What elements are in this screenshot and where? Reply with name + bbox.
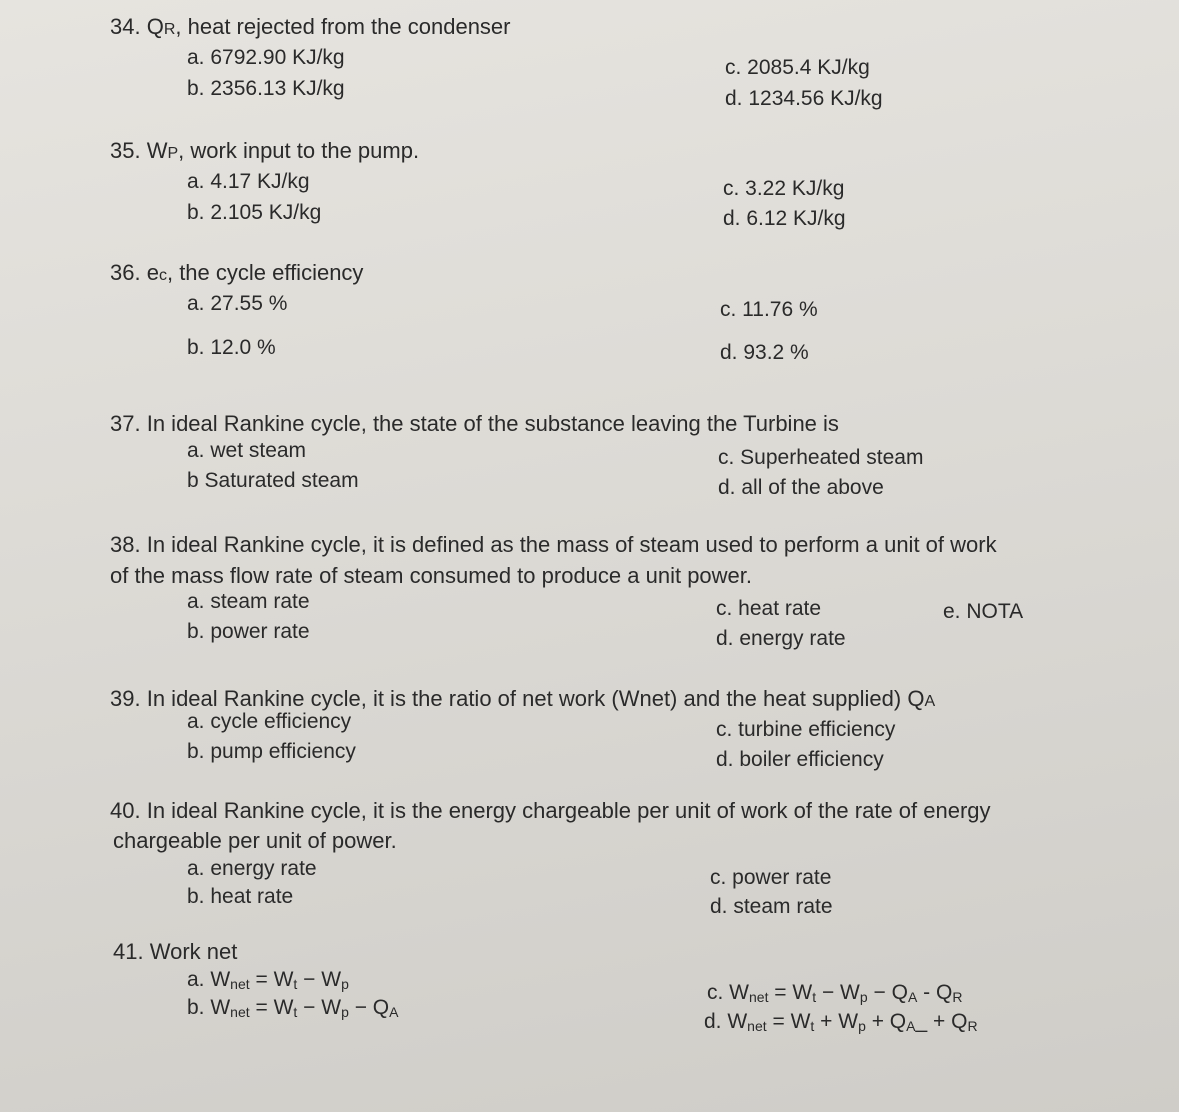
- question-41: [113, 937, 237, 967]
- option-c: c. power rate: [710, 866, 832, 889]
- question-number: 39.: [110, 686, 141, 711]
- option-b: b. 12.0 %: [187, 336, 276, 359]
- formula-part: − Q: [867, 981, 908, 1004]
- formula-sub: R: [952, 989, 963, 1005]
- question-text-sub: A: [924, 693, 936, 710]
- option-b: b. 2.105 KJ/kg: [187, 201, 322, 224]
- option-d: [704, 1008, 978, 1040]
- formula-sub: p: [859, 989, 868, 1005]
- option-a: a. energy rate: [187, 857, 317, 880]
- question-text: Work net: [149, 939, 238, 964]
- question-symbol-sub: c: [158, 267, 167, 284]
- formula-part: + W: [814, 1010, 859, 1033]
- option-a: a. 27.55 %: [187, 292, 288, 315]
- formula-part: = W: [766, 1010, 811, 1033]
- formula-part: = W: [249, 996, 294, 1019]
- question-text-line2: chargeable per unit of power.: [113, 828, 397, 853]
- question-38: [110, 530, 997, 560]
- formula-part: = W: [249, 968, 294, 991]
- question-text: , heat rejected from the condenser: [175, 14, 511, 39]
- formula-sub: A: [389, 1004, 399, 1020]
- option-a: a. cycle efficiency: [187, 710, 352, 733]
- option-d: d. energy rate: [716, 627, 846, 650]
- option-c: c. turbine efficiency: [716, 718, 896, 741]
- question-34: [110, 12, 511, 45]
- formula-part: = W: [768, 981, 813, 1004]
- option-d: d. 93.2 %: [720, 341, 809, 364]
- formula-sub: A: [906, 1018, 916, 1034]
- question-symbol-sub: P: [167, 145, 179, 162]
- option-c: c. 11.76 %: [720, 298, 818, 321]
- formula-sub: net: [749, 989, 769, 1005]
- question-number: 37.: [110, 411, 141, 436]
- formula-sub: net: [230, 1004, 250, 1020]
- question-text: , work input to the pump.: [178, 138, 420, 163]
- option-d: d. 6.12 KJ/kg: [723, 207, 846, 230]
- option-a: a. 6792.90 KJ/kg: [187, 46, 345, 69]
- option-a: a. wet steam: [187, 439, 307, 462]
- question-number: 41.: [113, 939, 144, 964]
- option-b: b. 2356.13 KJ/kg: [187, 77, 345, 100]
- formula-sub: p: [341, 976, 349, 992]
- option-c: c. Superheated steam: [718, 446, 924, 469]
- formula-sub: t: [293, 976, 298, 992]
- option-c: [707, 979, 962, 1011]
- question-symbol: e: [146, 260, 159, 285]
- option-c: c. heat rate: [716, 597, 822, 620]
- formula-part: - Q: [917, 981, 953, 1004]
- option-d: d. 1234.56 KJ/kg: [725, 87, 883, 110]
- question-symbol: W: [146, 138, 168, 163]
- question-text-line2: of the mass flow rate of steam consumed to produce a unit power.: [110, 563, 753, 588]
- option-c: c. 2085.4 KJ/kg: [725, 56, 870, 79]
- question-40-continued: [113, 826, 397, 856]
- formula-part: b. W: [187, 996, 231, 1019]
- formula-sub: t: [810, 1018, 815, 1034]
- option-a: a. 4.17 KJ/kg: [187, 170, 310, 193]
- question-36: [110, 258, 363, 291]
- formula-part: d. W: [704, 1010, 748, 1033]
- question-symbol-sub: R: [163, 21, 176, 38]
- option-d: d. steam rate: [710, 895, 833, 918]
- option-b: b. pump efficiency: [187, 740, 356, 763]
- question-38-continued: [110, 561, 752, 591]
- question-text: , the cycle efficiency: [166, 260, 364, 285]
- option-a: a. steam rate: [187, 590, 310, 613]
- question-37: [110, 409, 839, 439]
- formula-sub: net: [230, 976, 250, 992]
- formula-part: − Q: [348, 996, 390, 1019]
- formula-sub: t: [293, 1004, 298, 1020]
- formula-part: − W: [297, 996, 342, 1019]
- question-number: 38.: [110, 532, 141, 557]
- question-number: 34.: [110, 14, 141, 39]
- option-c: c. 3.22 KJ/kg: [723, 177, 845, 200]
- option-b: b. power rate: [187, 620, 310, 643]
- formula-sub: A: [907, 989, 918, 1005]
- formula-sub: p: [341, 1004, 349, 1020]
- question-number: 40.: [110, 798, 141, 823]
- question-number: 36.: [110, 260, 141, 285]
- option-d: d. all of the above: [718, 476, 884, 499]
- formula-part: − W: [297, 968, 342, 991]
- formula-part: − W: [816, 981, 860, 1004]
- formula-part: _ + Q: [915, 1010, 968, 1033]
- question-text: In ideal Rankine cycle, it is defined as the mass of steam used to perform a unit of work: [146, 532, 997, 557]
- formula-part: a. W: [187, 968, 231, 991]
- question-number: 35.: [110, 138, 141, 163]
- formula-sub: net: [747, 1018, 767, 1034]
- option-d: d. boiler efficiency: [716, 748, 884, 771]
- option-b: b. heat rate: [187, 885, 294, 908]
- question-text: In ideal Rankine cycle, the state of the substance leaving the Turbine is: [146, 411, 839, 436]
- formula-sub: R: [967, 1018, 978, 1034]
- question-symbol: Q: [146, 14, 164, 39]
- option-b: b Saturated steam: [187, 469, 359, 492]
- formula-sub: t: [812, 989, 817, 1005]
- question-text: In ideal Rankine cycle, it is the ratio of net work (Wnet) and the heat supplied) Q: [146, 686, 925, 711]
- option-e: e. NOTA: [943, 600, 1024, 623]
- question-text: In ideal Rankine cycle, it is the energy chargeable per unit of work of the rate of energy: [146, 798, 991, 823]
- question-40: [110, 796, 991, 826]
- question-35: [110, 136, 419, 169]
- formula-part: + Q: [865, 1010, 907, 1033]
- formula-part: c. W: [707, 981, 749, 1004]
- formula-sub: p: [858, 1018, 866, 1034]
- option-b: [187, 994, 398, 1026]
